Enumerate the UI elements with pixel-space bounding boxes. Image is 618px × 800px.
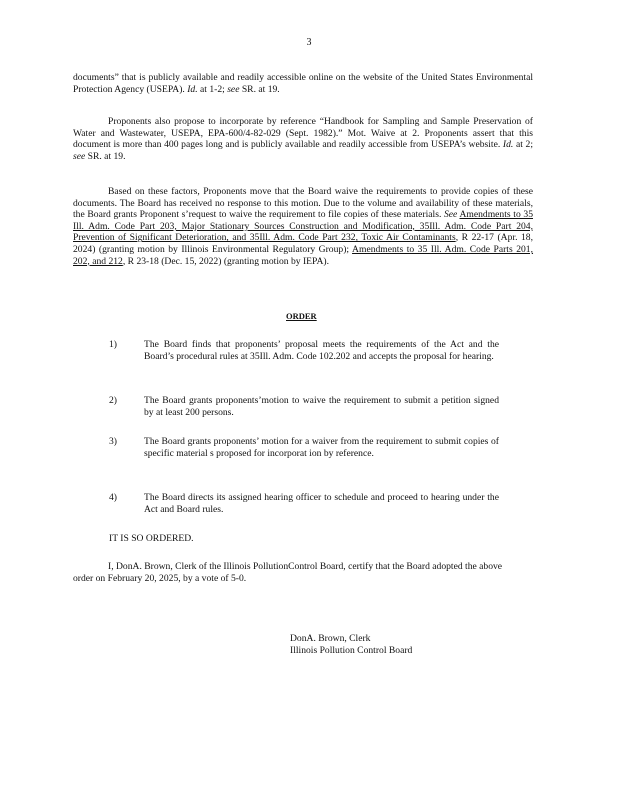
see-signal: see: [73, 150, 86, 162]
citation-end: SR. at 19.: [85, 150, 126, 162]
paragraph-board-grants-waiver: [73, 186, 533, 267]
signature-name: DonA. Brown, Clerk: [290, 633, 371, 644]
order-heading: ORDER: [286, 311, 317, 321]
page-number: 3: [306, 37, 312, 48]
order-item-text: The Board finds that proponents’ proposal meets the requirements of the Act and the Board’s procedural rules at 35Ill. Adm. Code 102.202 and accepts the proposal for hearing.: [144, 339, 499, 362]
case-citation-r22-17: Amendments to 35 Ill. Adm. Code Part 203, Major Stationary Sources Construction and Modification, 35Ill. Adm. Code Part 204, Prevention of Significant Deterioration, and 35Ill. Adm. Code Part 232, Toxic Air Contaminants: [73, 209, 533, 244]
paragraph-incorporation-handbook: [73, 116, 533, 162]
so-ordered-statement: IT IS SO ORDERED.: [109, 533, 194, 544]
order-item-text: The Board grants proponents’motion to waive the requirement to submit a petition signed by at least 200 persons.: [144, 395, 499, 418]
see-signal: See: [444, 209, 458, 221]
citation-pages: at 2;: [513, 139, 533, 151]
id-citation: Id.: [187, 83, 198, 95]
see-signal: see: [227, 83, 240, 95]
citation-details: , R 22-17 (Apr. 18, 2024) (granting motion by Illinois Environmental Regulatory Group);: [73, 232, 533, 255]
case-citation-r23-18: Amendments to 35 Ill. Adm. Code Parts 201, 202, and 212: [73, 243, 534, 267]
clerk-certification: I, DonA. Brown, Clerk of the Illinois PollutionControl Board, certify that the Board adopted the above order on February 20, 2025, by a vote of 5-0.: [73, 561, 503, 584]
order-item-text: The Board directs its assigned hearing officer to schedule and proceed to hearing under the Act and Board rules.: [144, 492, 499, 515]
citation-end: SR. at 19.: [239, 83, 280, 95]
citation-end: , R 23-18 (Dec. 15, 2022) (granting motion by IEPA).: [122, 255, 329, 267]
paragraph-documents-availability: [73, 72, 533, 95]
order-item-text: The Board grants proponents’ motion for a waiver from the requirement to submit copies of specific material s proposed for incorporat ion by reference.: [144, 436, 499, 459]
citation-pages: at 1-2;: [197, 83, 228, 95]
order-item-number: 2): [109, 395, 117, 406]
order-item-number: 3): [109, 436, 117, 447]
order-item-number: 1): [109, 339, 117, 350]
id-citation: Id.: [502, 139, 514, 151]
signature-organization: Illinois Pollution Control Board: [290, 644, 413, 656]
paragraph-text: documents” that is publicly available and readily accessible online on the website of the United States Environmental Protection Agency (USEPA).: [73, 72, 533, 95]
order-item-number: 4): [109, 492, 117, 503]
paragraph-text: Proponents also propose to incorporate by reference “Handbook for Sampling and Sample Preservation of Water and Wastewater, USEPA, EPA-600/4-82-029 (Sept. 1982).” Mot. Waive at 2. Proponents assert that this document is more than 400 pages long and is publicly available and readily accessible from USEPA’s website.: [73, 116, 533, 151]
paragraph-text: Based on these factors, Proponents move that the Board waive the requirements to provide copies of these documents. The Board has received no response to this motion. Due to the volume and availability of these materials, the Board grants Proponent s’request to waive the requirement to file copies of these materials.: [73, 186, 533, 221]
signature-block: [290, 633, 412, 656]
